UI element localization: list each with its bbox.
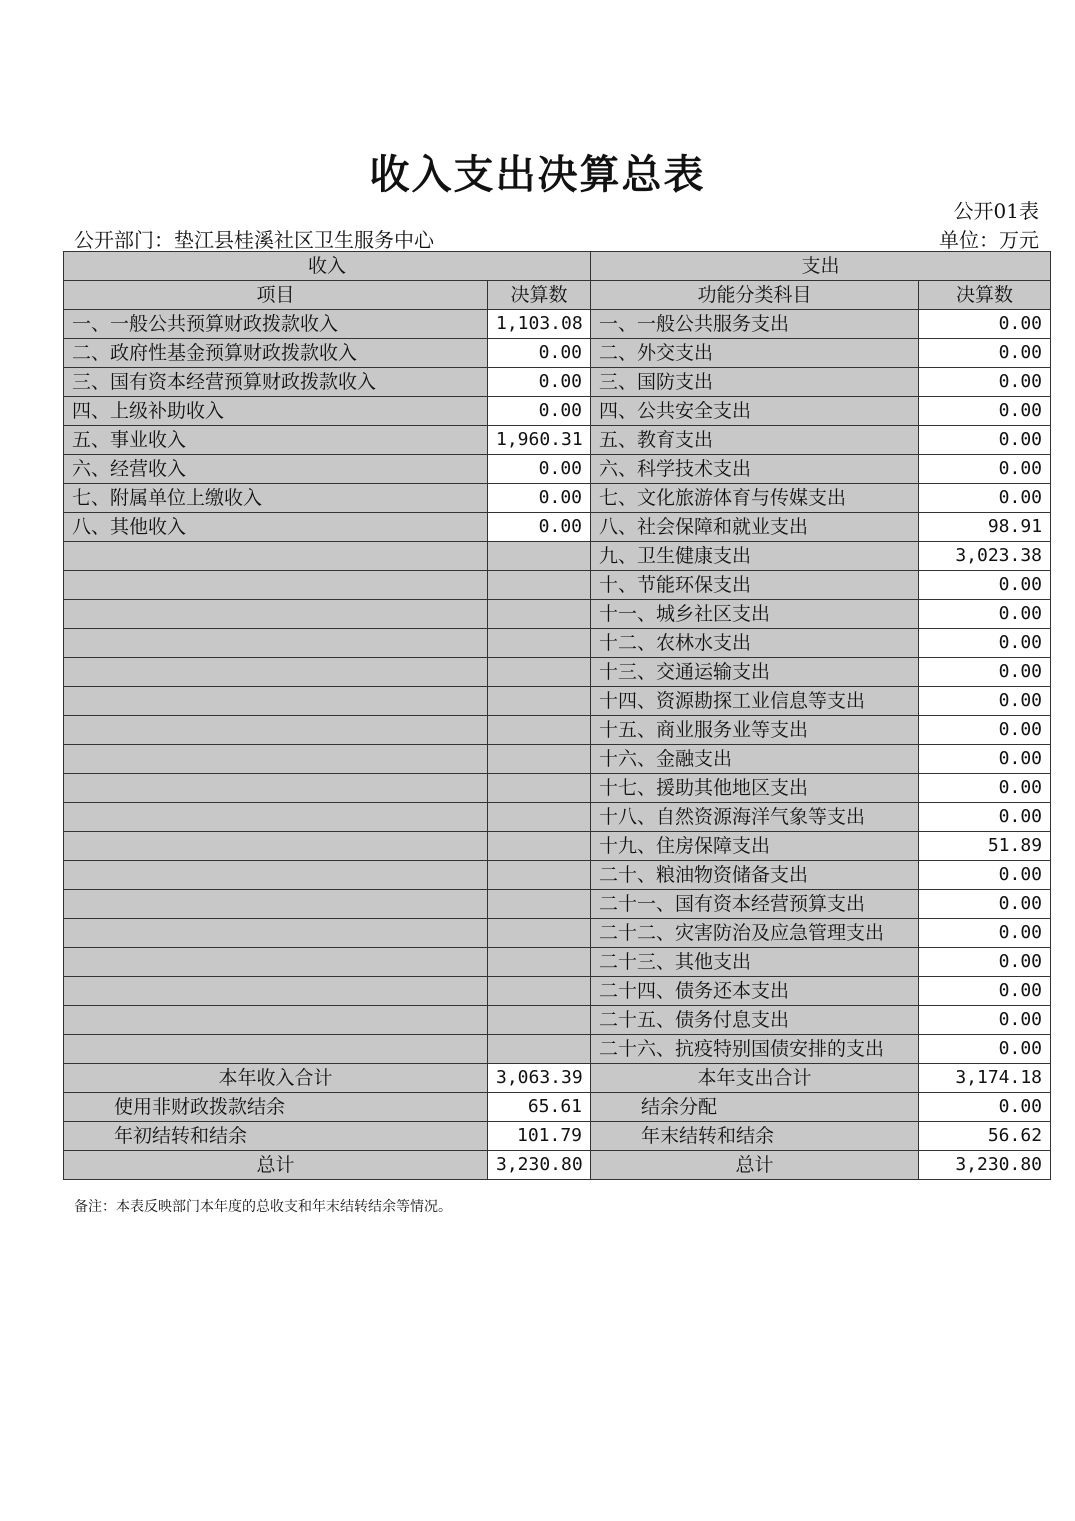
summary-income-amount: 3,230.80: [488, 1151, 591, 1180]
expense-item-cell: 十七、援助其他地区支出: [591, 774, 919, 803]
expense-item-cell: 二十二、灾害防治及应急管理支出: [591, 919, 919, 948]
expense-amount-cell: 0.00: [919, 745, 1051, 774]
summary-income-item: 年初结转和结余: [64, 1122, 488, 1151]
income-amount-cell: 0.00: [488, 484, 591, 513]
summary-row: [64, 1093, 1051, 1122]
income-amount-cell: [488, 803, 591, 832]
expense-amount-cell: 0.00: [919, 948, 1051, 977]
income-amount-cell: 0.00: [488, 397, 591, 426]
expense-item-cell: 十九、住房保障支出: [591, 832, 919, 861]
income-amount-cell: [488, 600, 591, 629]
expense-amount-cell: 0.00: [919, 803, 1051, 832]
summary-income-item: 总计: [64, 1151, 488, 1180]
income-amount-cell: [488, 890, 591, 919]
table-row: [64, 774, 1051, 803]
expense-amount-cell: 0.00: [919, 339, 1051, 368]
table-row: [64, 426, 1051, 455]
table-row: [64, 600, 1051, 629]
summary-expense-amount: 3,230.80: [919, 1151, 1051, 1180]
income-item-cell: [64, 861, 488, 890]
income-item-cell: 八、其他收入: [64, 513, 488, 542]
income-item-cell: [64, 629, 488, 658]
income-item-cell: [64, 542, 488, 571]
table-row: [64, 542, 1051, 571]
table-row: [64, 397, 1051, 426]
unit-label: 单位：万元: [939, 228, 1039, 252]
income-item-cell: [64, 803, 488, 832]
income-amount-cell: 0.00: [488, 455, 591, 484]
expense-item-cell: 十一、城乡社区支出: [591, 600, 919, 629]
expense-item-cell: 二十四、债务还本支出: [591, 977, 919, 1006]
income-item-cell: [64, 687, 488, 716]
income-item-cell: 一、一般公共预算财政拨款收入: [64, 310, 488, 339]
income-amount-cell: [488, 919, 591, 948]
form-code: 公开01表: [953, 199, 1039, 223]
income-amount-cell: [488, 1006, 591, 1035]
expense-item-cell: 十三、交通运输支出: [591, 658, 919, 687]
income-item-cell: [64, 571, 488, 600]
table-row: [64, 368, 1051, 397]
expense-item-cell: 八、社会保障和就业支出: [591, 513, 919, 542]
expense-item-cell: 二十、粮油物资储备支出: [591, 861, 919, 890]
summary-income-amount: 101.79: [488, 1122, 591, 1151]
table-row: [64, 716, 1051, 745]
income-amount-cell: [488, 716, 591, 745]
expense-item-cell: 十、节能环保支出: [591, 571, 919, 600]
expense-amount-header: 决算数: [919, 281, 1051, 310]
table-row: [64, 977, 1051, 1006]
income-item-cell: [64, 977, 488, 1006]
income-item-header: 项目: [64, 281, 488, 310]
expense-item-cell: 二、外交支出: [591, 339, 919, 368]
expense-amount-cell: 0.00: [919, 600, 1051, 629]
summary-income-amount: 65.61: [488, 1093, 591, 1122]
income-item-cell: [64, 600, 488, 629]
expense-amount-cell: 0.00: [919, 368, 1051, 397]
expense-section-header: 支出: [591, 252, 1051, 281]
expense-amount-cell: 3,023.38: [919, 542, 1051, 571]
income-item-cell: [64, 716, 488, 745]
summary-expense-amount: 56.62: [919, 1122, 1051, 1151]
expense-item-cell: 十八、自然资源海洋气象等支出: [591, 803, 919, 832]
income-amount-cell: [488, 977, 591, 1006]
income-amount-cell: 0.00: [488, 513, 591, 542]
table-row: [64, 658, 1051, 687]
summary-income-item: 本年收入合计: [64, 1064, 488, 1093]
expense-item-cell: 十四、资源勘探工业信息等支出: [591, 687, 919, 716]
summary-income-amount: 3,063.39: [488, 1064, 591, 1093]
table-row: [64, 571, 1051, 600]
table-row: [64, 948, 1051, 977]
income-item-cell: 五、事业收入: [64, 426, 488, 455]
table-row: [64, 513, 1051, 542]
income-section-header: 收入: [64, 252, 591, 281]
table-row: [64, 455, 1051, 484]
income-item-cell: 七、附属单位上缴收入: [64, 484, 488, 513]
income-amount-cell: [488, 629, 591, 658]
expense-amount-cell: 0.00: [919, 658, 1051, 687]
income-item-cell: [64, 745, 488, 774]
expense-amount-cell: 0.00: [919, 687, 1051, 716]
table-row: [64, 1035, 1051, 1064]
income-item-cell: [64, 890, 488, 919]
income-amount-cell: [488, 687, 591, 716]
summary-row: [64, 1064, 1051, 1093]
summary-income-item: 使用非财政拨款结余: [64, 1093, 488, 1122]
income-item-cell: [64, 948, 488, 977]
expense-amount-cell: 0.00: [919, 397, 1051, 426]
income-amount-cell: 1,960.31: [488, 426, 591, 455]
summary-expense-item: 年末结转和结余: [591, 1122, 919, 1151]
expense-item-cell: 四、公共安全支出: [591, 397, 919, 426]
expense-item-header: 功能分类科目: [591, 281, 919, 310]
expense-item-cell: 十二、农林水支出: [591, 629, 919, 658]
income-amount-cell: [488, 832, 591, 861]
expense-item-cell: 九、卫生健康支出: [591, 542, 919, 571]
expense-amount-cell: 98.91: [919, 513, 1051, 542]
expense-item-cell: 二十一、国有资本经营预算支出: [591, 890, 919, 919]
table-row: [64, 832, 1051, 861]
summary-expense-item: 总计: [591, 1151, 919, 1180]
income-item-cell: [64, 919, 488, 948]
expense-amount-cell: 51.89: [919, 832, 1051, 861]
income-amount-cell: [488, 861, 591, 890]
income-item-cell: [64, 1006, 488, 1035]
table-row: [64, 919, 1051, 948]
expense-item-cell: 六、科学技术支出: [591, 455, 919, 484]
income-amount-cell: 0.00: [488, 368, 591, 397]
income-item-cell: 四、上级补助收入: [64, 397, 488, 426]
summary-expense-amount: 3,174.18: [919, 1064, 1051, 1093]
summary-expense-amount: 0.00: [919, 1093, 1051, 1122]
page-title: 收入支出决算总表: [369, 151, 706, 198]
income-amount-cell: [488, 571, 591, 600]
summary-row: [64, 1122, 1051, 1151]
income-amount-cell: [488, 745, 591, 774]
expense-amount-cell: 0.00: [919, 426, 1051, 455]
income-item-cell: 二、政府性基金预算财政拨款收入: [64, 339, 488, 368]
income-amount-cell: [488, 1035, 591, 1064]
table-row: [64, 687, 1051, 716]
expense-item-cell: 十五、商业服务业等支出: [591, 716, 919, 745]
summary-row: [64, 1151, 1051, 1180]
summary-expense-item: 结余分配: [591, 1093, 919, 1122]
income-item-cell: 三、国有资本经营预算财政拨款收入: [64, 368, 488, 397]
expense-item-cell: 五、教育支出: [591, 426, 919, 455]
table-row: [64, 484, 1051, 513]
budget-table: [63, 251, 1051, 1180]
expense-item-cell: 二十五、债务付息支出: [591, 1006, 919, 1035]
expense-item-cell: 七、文化旅游体育与传媒支出: [591, 484, 919, 513]
expense-amount-cell: 0.00: [919, 774, 1051, 803]
header-row-columns: [64, 281, 1051, 310]
table-row: [64, 310, 1051, 339]
income-amount-cell: [488, 948, 591, 977]
income-amount-cell: [488, 658, 591, 687]
department-label: 公开部门：垫江县桂溪社区卫生服务中心: [74, 228, 434, 252]
expense-amount-cell: 0.00: [919, 977, 1051, 1006]
income-item-cell: [64, 774, 488, 803]
expense-amount-cell: 0.00: [919, 919, 1051, 948]
table-row: [64, 339, 1051, 368]
header-row-section: [64, 252, 1051, 281]
income-amount-cell: 0.00: [488, 339, 591, 368]
expense-amount-cell: 0.00: [919, 861, 1051, 890]
expense-amount-cell: 0.00: [919, 1006, 1051, 1035]
expense-item-cell: 二十六、抗疫特别国债安排的支出: [591, 1035, 919, 1064]
footnote: 备注：本表反映部门本年度的总收支和年末结转结余等情况。: [74, 1199, 452, 1215]
summary-expense-item: 本年支出合计: [591, 1064, 919, 1093]
income-amount-cell: 1,103.08: [488, 310, 591, 339]
expense-amount-cell: 0.00: [919, 890, 1051, 919]
income-item-cell: [64, 1035, 488, 1064]
income-item-cell: [64, 832, 488, 861]
expense-amount-cell: 0.00: [919, 716, 1051, 745]
expense-amount-cell: 0.00: [919, 310, 1051, 339]
income-item-cell: [64, 658, 488, 687]
expense-item-cell: 三、国防支出: [591, 368, 919, 397]
table-row: [64, 629, 1051, 658]
table-row: [64, 861, 1051, 890]
table-row: [64, 890, 1051, 919]
expense-item-cell: 二十三、其他支出: [591, 948, 919, 977]
income-amount-cell: [488, 542, 591, 571]
income-amount-header: 决算数: [488, 281, 591, 310]
expense-amount-cell: 0.00: [919, 455, 1051, 484]
expense-amount-cell: 0.00: [919, 484, 1051, 513]
expense-amount-cell: 0.00: [919, 629, 1051, 658]
expense-item-cell: 十六、金融支出: [591, 745, 919, 774]
income-amount-cell: [488, 774, 591, 803]
expense-amount-cell: 0.00: [919, 1035, 1051, 1064]
table-row: [64, 803, 1051, 832]
expense-item-cell: 一、一般公共服务支出: [591, 310, 919, 339]
table-row: [64, 1006, 1051, 1035]
income-item-cell: 六、经营收入: [64, 455, 488, 484]
table-row: [64, 745, 1051, 774]
expense-amount-cell: 0.00: [919, 571, 1051, 600]
